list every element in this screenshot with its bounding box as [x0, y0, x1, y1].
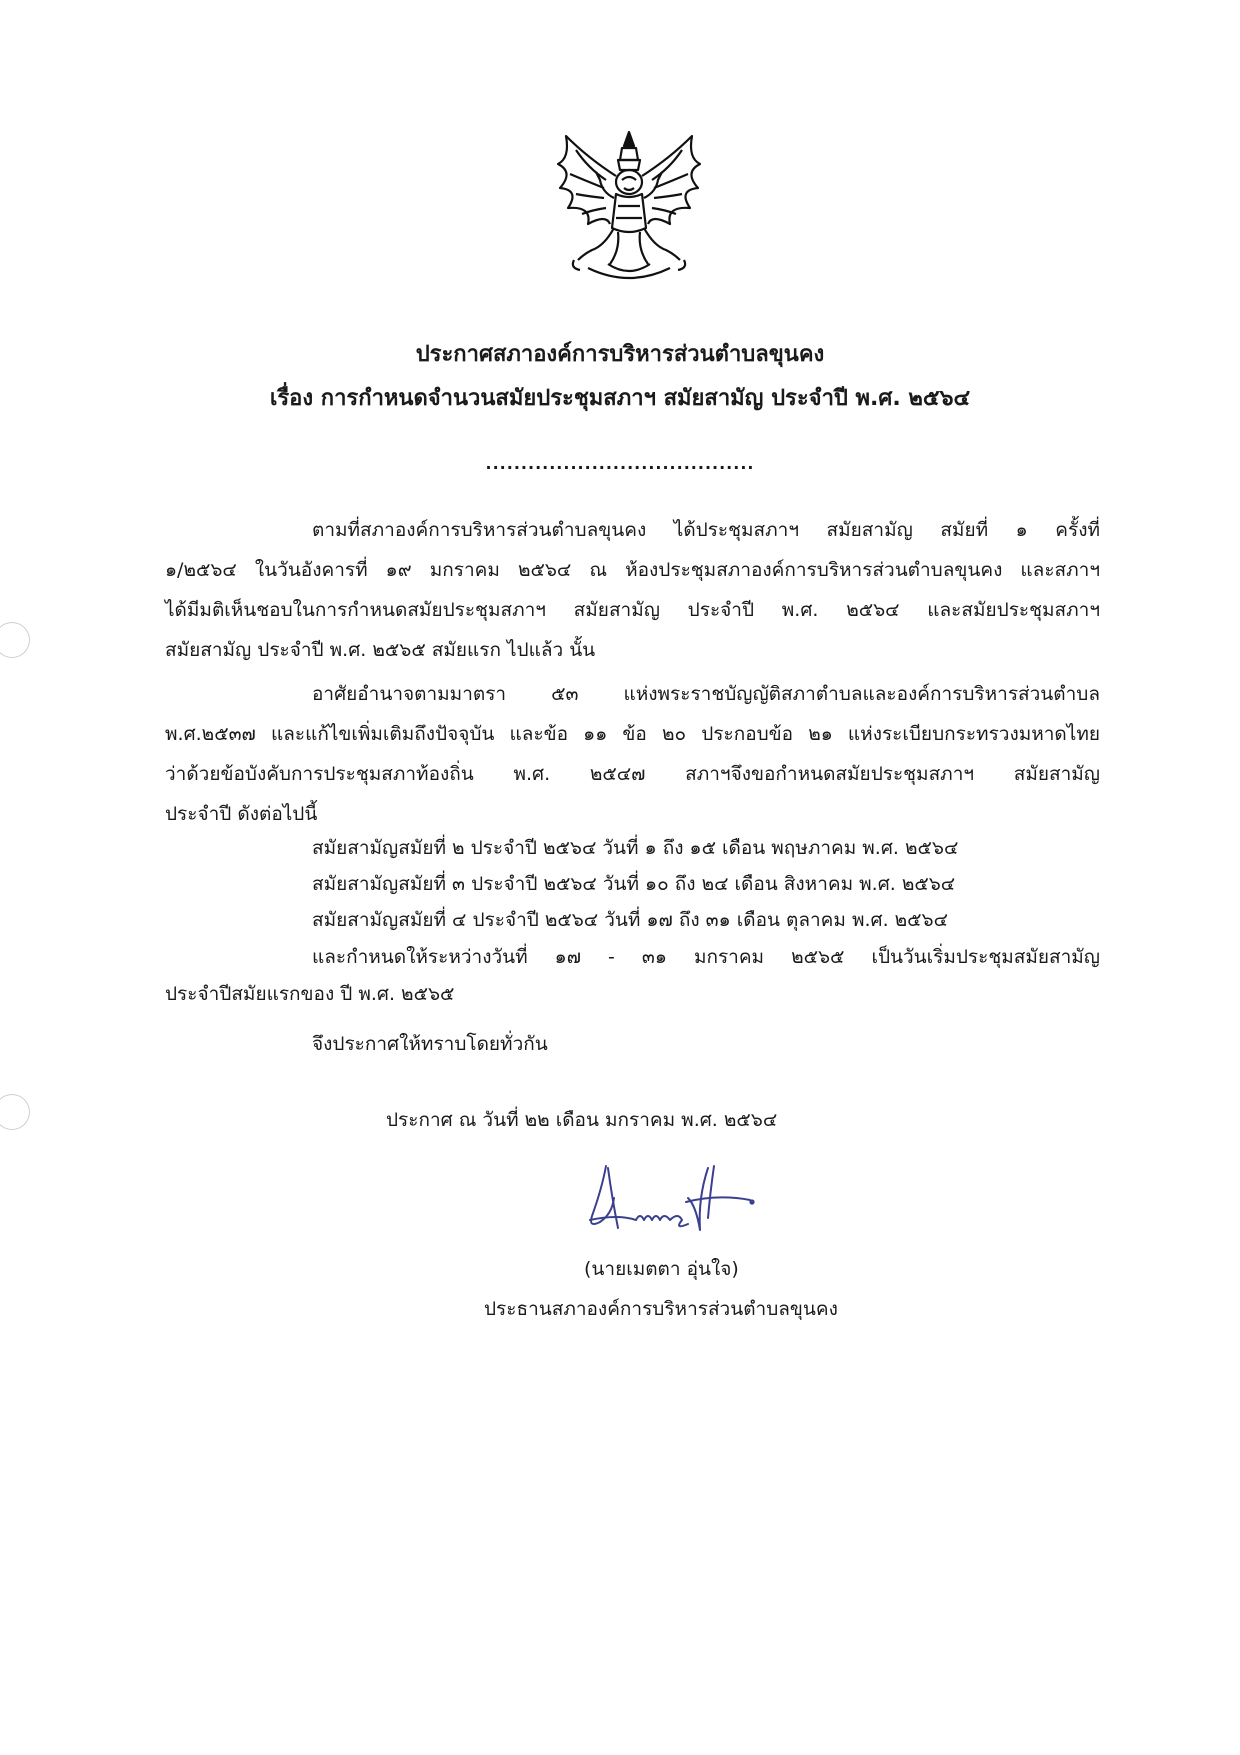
- announcement-subject: เรื่อง การกำหนดจำนวนสมัยประชุมสภาฯ สมัยสามัญ ประจำปี พ.ศ. ๒๕๖๔: [269, 386, 971, 411]
- dotted-separator: ......................................: [485, 454, 755, 473]
- paragraph-2-line-2: พ.ศ.๒๕๓๗ และแก้ไขเพิ่มเติมถึงปัจจุบัน และข้อ ๑๑ ข้อ ๒๐ ประกอบข้อ ๒๑ แห่งระเบียบกระทรวงมหาดไทย: [165, 723, 1100, 745]
- paragraph-3-line-1: และกำหนดให้ระหว่างวันที่ ๑๗ - ๓๑ มกราคม ๒๕๖๕ เป็นวันเริ่มประชุมสมัยสามัญ: [312, 946, 1100, 968]
- closing-line: จึงประกาศให้ทราบโดยทั่วกัน: [312, 1033, 548, 1055]
- session-item-2: สมัยสามัญสมัยที่ ๒ ประจำปี ๒๕๖๔ วันที่ ๑ ถึง ๑๕ เดือน พฤษภาคม พ.ศ. ๒๕๖๔: [312, 837, 959, 859]
- paragraph-3-line-2: ประจำปีสมัยแรกของ ปี พ.ศ. ๒๕๖๕: [165, 983, 455, 1005]
- signature-image: [578, 1158, 778, 1238]
- paragraph-1-line-2: ๑/๒๕๖๔ ในวันอังคารที่ ๑๙ มกราคม ๒๕๖๔ ณ ห้องประชุมสภาองค์การบริหารส่วนตำบลขุนคง และสภาฯ: [165, 559, 1100, 581]
- paragraph-1-line-4: สมัยสามัญ ประจำปี พ.ศ. ๒๕๖๕ สมัยแรก ไปแล้ว นั้น: [165, 639, 596, 661]
- session-item-4: สมัยสามัญสมัยที่ ๔ ประจำปี ๒๕๖๔ วันที่ ๑๗ ถึง ๓๑ เดือน ตุลาคม พ.ศ. ๒๕๖๔: [312, 909, 948, 931]
- paragraph-2-line-4: ประจำปี ดังต่อไปนี้: [165, 803, 318, 825]
- punch-hole: [0, 622, 30, 658]
- session-item-3: สมัยสามัญสมัยที่ ๓ ประจำปี ๒๕๖๔ วันที่ ๑๐ ถึง ๒๔ เดือน สิงหาคม พ.ศ. ๒๕๖๔: [312, 873, 956, 895]
- paragraph-1-line-3: ได้มีมติเห็นชอบในการกำหนดสมัยประชุมสภาฯ สมัยสามัญ ประจำปี พ.ศ. ๒๕๖๔ และสมัยประชุมสภาฯ: [165, 599, 1100, 621]
- paragraph-2-line-1: อาศัยอำนาจตามมาตรา ๕๓ แห่งพระราชบัญญัติสภาตำบลและองค์การบริหารส่วนตำบล: [312, 683, 1100, 705]
- announcement-title: ประกาศสภาองค์การบริหารส่วนตำบลขุนคง: [415, 342, 825, 367]
- paragraph-1-line-1: ตามที่สภาองค์การบริหารส่วนตำบลขุนคง ได้ประชุมสภาฯ สมัยสามัญ สมัยที่ ๑ ครั้งที่: [312, 519, 1100, 541]
- punch-hole: [0, 1094, 30, 1130]
- signer-title: ประธานสภาองค์การบริหารส่วนตำบลขุนคง: [484, 1298, 838, 1320]
- signer-name: (นายเมตตา อุ่นใจ): [584, 1258, 739, 1280]
- garuda-emblem-icon: [548, 128, 710, 288]
- paragraph-2-line-3: ว่าด้วยข้อบังคับการประชุมสภาท้องถิ่น พ.ศ. ๒๕๔๗ สภาฯจึงขอกำหนดสมัยประชุมสภาฯ สมัยสามัญ: [165, 763, 1100, 785]
- date-line: ประกาศ ณ วันที่ ๒๒ เดือน มกราคม พ.ศ. ๒๕๖๔: [386, 1109, 778, 1131]
